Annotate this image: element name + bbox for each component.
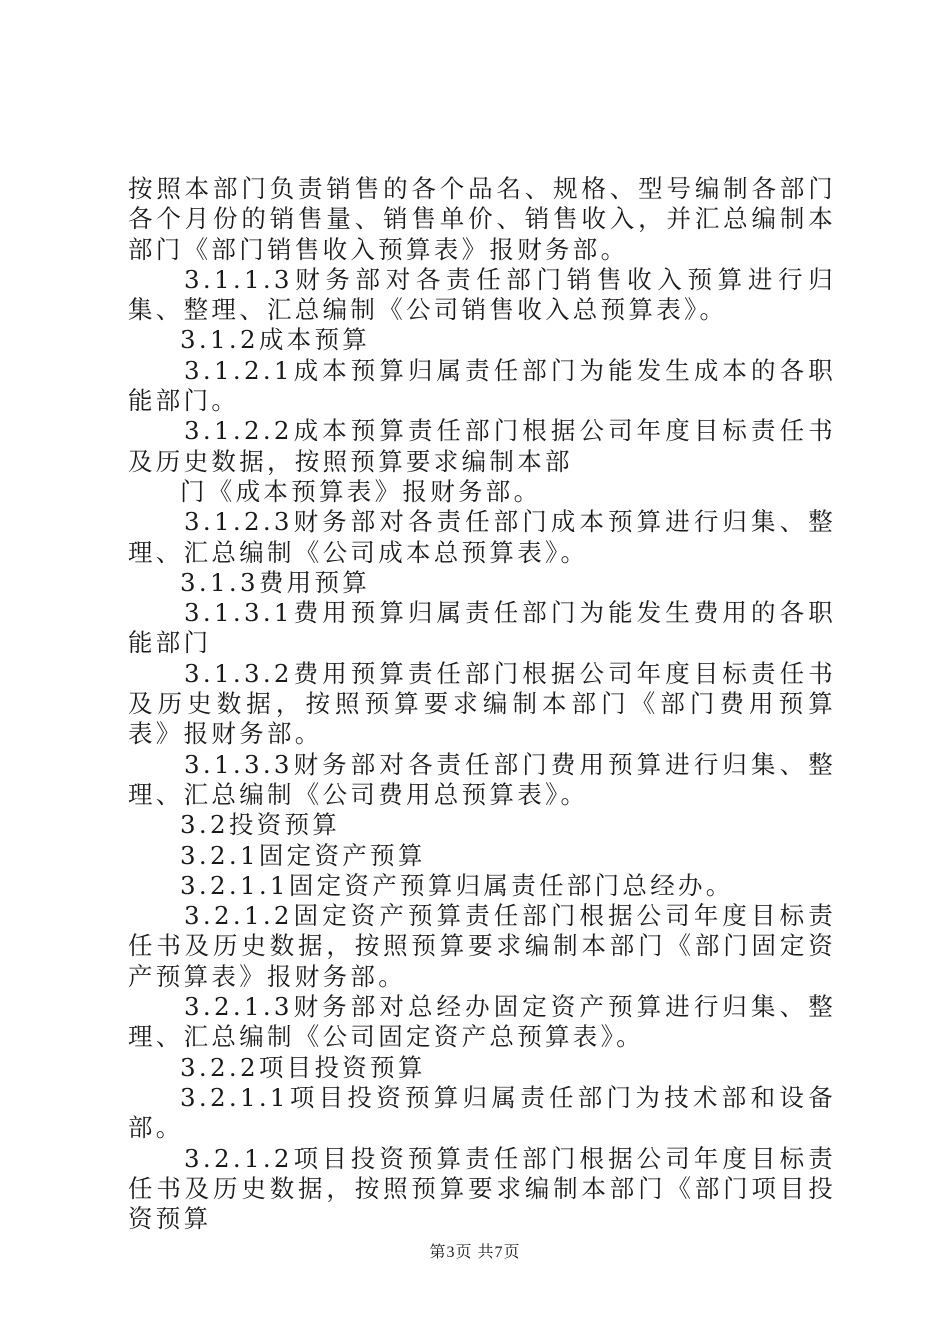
paragraph: 3.1.2.2成本预算责任部门根据公司年度目标责任书及历史数据，按照预算要求编制本部 xyxy=(128,416,836,476)
document-body xyxy=(128,174,836,1234)
section-heading: 3.1.3费用预算 xyxy=(180,567,371,597)
paragraph: 门《成本预算表》报财务部。 xyxy=(180,476,542,506)
page-number: 第3页 共7页 xyxy=(429,1244,521,1261)
section-heading: 3.1.2成本预算 xyxy=(180,325,371,355)
paragraph: 3.1.3.2费用预算责任部门根据公司年度目标责任书及历史数据，按照预算要求编制本部门《部门费用预算表》报财务部。 xyxy=(128,658,836,749)
section-heading: 3.2.1固定资产预算 xyxy=(180,840,426,870)
paragraph: 3.1.2.1成本预算归属责任部门为能发生成本的各职能部门。 xyxy=(128,355,836,416)
paragraph: 3.2.1.2固定资产预算责任部门根据公司年度目标责任书及历史数据，按照预算要求编制本部门《部门固定资产预算表》报财务部。 xyxy=(128,901,836,991)
paragraph: 按照本部门负责销售的各个品名、规格、型号编制各部门各个月份的销售量、销售单价、销售收入，并汇总编制本部门《部门销售收入预算表》报财务部。 xyxy=(128,174,836,264)
section-heading: 3.2投资预算 xyxy=(180,810,341,840)
paragraph: 3.1.1.3财务部对各责任部门销售收入预算进行归集、整理、汇总编制《公司销售收入总预算表》。 xyxy=(128,264,836,325)
paragraph: 3.1.2.3财务部对各责任部门成本预算进行归集、整理、汇总编制《公司成本总预算表》。 xyxy=(128,507,836,567)
paragraph: 3.2.1.2项目投资预算责任部门根据公司年度目标责任书及历史数据，按照预算要求编制本部门《部门项目投资预算 xyxy=(128,1143,836,1234)
section-heading: 3.2.2项目投资预算 xyxy=(180,1052,426,1082)
paragraph: 3.2.1.1项目投资预算归属责任部门为技术部和设备部。 xyxy=(128,1082,836,1143)
paragraph: 3.1.3.1费用预算归属责任部门为能发生费用的各职能部门 xyxy=(128,598,836,658)
paragraph: 3.2.1.1固定资产预算归属责任部门总经办。 xyxy=(180,870,734,900)
paragraph: 3.1.3.3财务部对各责任部门费用预算进行归集、整理、汇总编制《公司费用总预算表》。 xyxy=(128,749,836,809)
paragraph: 3.2.1.3财务部对总经办固定资产预算进行归集、整理、汇总编制《公司固定资产总预算表》。 xyxy=(128,992,836,1052)
